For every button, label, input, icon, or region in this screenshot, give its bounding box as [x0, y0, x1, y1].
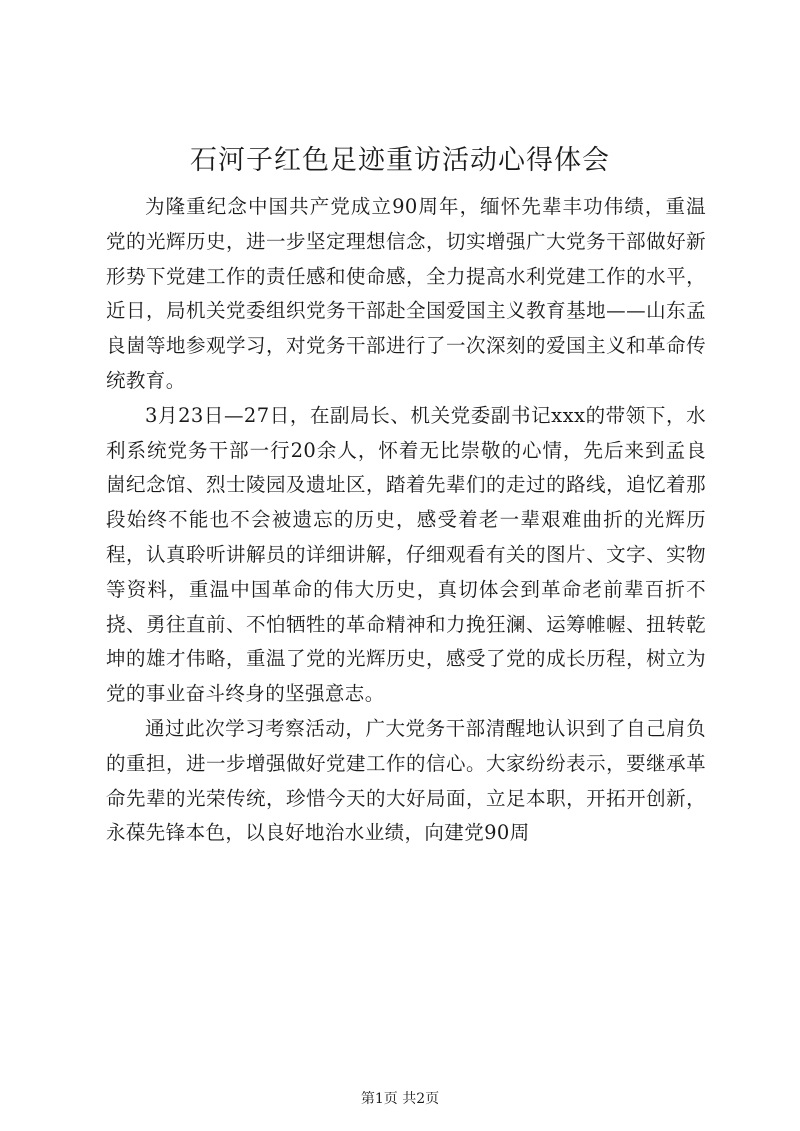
- paragraph-visit: 3月23日—27日，在副局长、机关党委副书记xxx的带领下，水利系统党务干部一行20余人，怀着无比崇敬的心情，先后来到孟良崮纪念馆、烈士陵园及遗址区，踏着先辈们的走过的路线，追忆着那段始终不能也不会被遗忘的历史，感受着老一辈艰难曲折的光辉历程，认真聆听讲解员的详细讲解，仔细观看有关的图片、文字、实物等资料，重温中国革命的伟大历史，真切体会到革命老前辈百折不挠、勇往直前、不怕牺牲的革命精神和力挽狂澜、运筹帷幄、扭转乾坤的雄才伟略，重温了党的光辉历史，感受了党的成长历程，树立为党的事业奋斗终身的坚强意志。: [106, 403, 706, 706]
- paragraph-intro: 为隆重纪念中国共产党成立90周年，缅怀先辈丰功伟绩，重温党的光辉历史，进一步坚定理想信念，切实增强广大党务干部做好新形势下党建工作的责任感和使命感，全力提高水利党建工作的水平，近日，局机关党委组织党务干部赴全国爱国主义教育基地——山东孟良崮等地参观学习，对党务干部进行了一次深刻的爱国主义和革命传统教育。: [106, 195, 706, 392]
- page-title: 石河子红色足迹重访活动心得体会: [190, 145, 610, 176]
- paragraph-reflection: 通过此次学习考察活动，广大党务干部清醒地认识到了自己肩负的重担，进一步增强做好党建工作的信心。大家纷纷表示，要继承革命先辈的光荣传统，珍惜今天的大好局面，立足本职，开拓开创新，永葆先锋本色，以良好地治水业绩，向建党90周: [106, 716, 706, 845]
- document-body: [106, 190, 706, 851]
- page-number-footer: 第1页 共2页: [360, 1091, 440, 1107]
